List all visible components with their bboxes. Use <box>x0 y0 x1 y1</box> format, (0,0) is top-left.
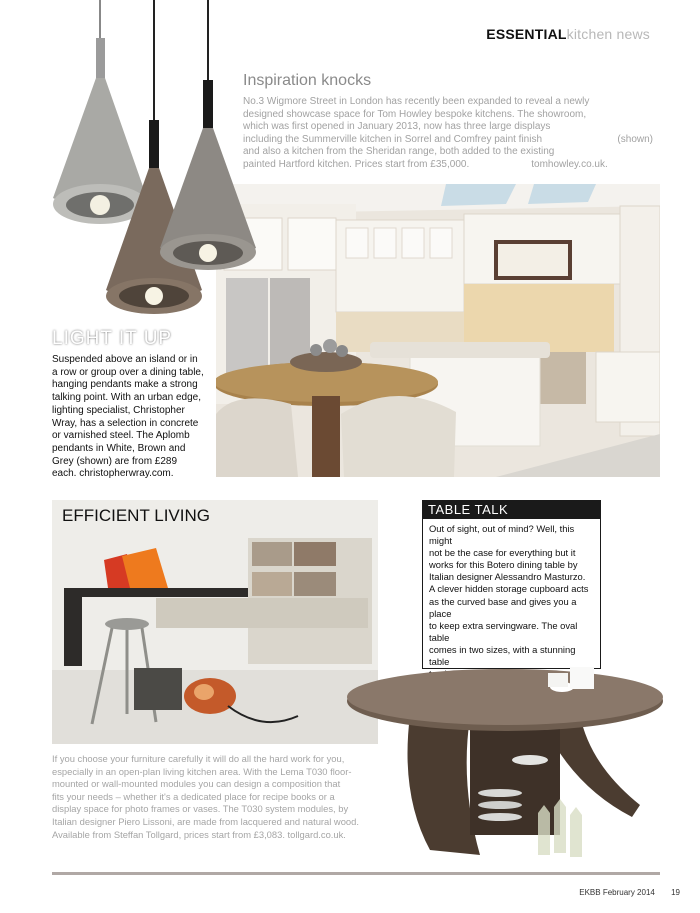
living-line: fits your needs – whether it's a dedicated place for recipe books or a <box>52 790 335 802</box>
page-folio <box>579 888 680 897</box>
pendant-lights-photo <box>50 0 260 320</box>
inspiration-title: Inspiration knocks <box>243 72 372 89</box>
table-talk-body <box>422 519 601 669</box>
kitchen-photo <box>216 184 660 477</box>
light-line: lighting specialist, Christopher <box>52 404 185 416</box>
inspiration-line: which was first opened in January 2013, now has three large displays <box>243 121 551 132</box>
inspiration-line: painted Hartford kitchen. Prices start from £35,000. tomhowley.co.uk. <box>243 158 608 170</box>
living-line: If you choose your furniture carefully it will do all the hard work for you, <box>52 753 345 764</box>
table-talk-line: Italian designer Alessandro Masturzo. <box>429 571 586 583</box>
table-talk-line: to keep extra servingware. The oval table <box>429 619 578 643</box>
light-line: Grey (shown) are from £289 <box>52 455 178 467</box>
section-header-strong: ESSENTIAL <box>486 26 567 42</box>
light-line: Wray, has a selection in concrete <box>52 417 199 429</box>
light-line: hanging pendants make a strong <box>52 379 198 391</box>
issue-label: EKBB February 2014 <box>579 888 655 897</box>
footer-rule <box>52 872 660 875</box>
inspiration-line: including the Summerville kitchen in Sorrel and Comfrey paint finish (shown) <box>243 133 653 145</box>
living-line: especially in an open-plan living kitchen area. With the Lema T030 floor- <box>52 765 352 777</box>
living-line: Italian designer Piero Lissoni, are made from lacquered and natural wood. <box>52 815 359 827</box>
light-it-up-body <box>52 354 212 481</box>
light-line: a row or group over a dining table, <box>52 366 204 378</box>
light-line: Suspended above an island or in <box>52 354 198 365</box>
light-line: pendants in White, Brown and <box>52 442 186 454</box>
table-photo <box>340 665 670 865</box>
living-line: display space for photo frames or vases. The T030 system modules, by <box>52 803 349 815</box>
section-header <box>486 26 650 42</box>
table-talk-line: comes in two sizes, with a stunning table <box>429 643 576 668</box>
table-talk-line: as the curved base and gives you a place <box>429 595 577 619</box>
light-it-up-title: LIGHT IT UP <box>52 328 173 349</box>
efficient-living-body <box>52 753 374 841</box>
inspiration-line: No.3 Wigmore Street in London has recently been expanded to reveal a newly <box>243 96 590 107</box>
inspiration-line: designed showcase space for Tom Howley bespoke kitchens. The showroom, <box>243 108 587 120</box>
living-room-photo <box>52 500 378 744</box>
light-line: or varnished steel. The Aplomb <box>52 430 190 442</box>
inspiration-line: and also a kitchen from the Sheridan range, both added to the existing <box>243 146 555 157</box>
table-talk-line: works for this Botero dining table by <box>429 559 578 571</box>
table-talk-line: Out of sight, out of mind? Well, this might <box>429 523 575 547</box>
efficient-living-title: EFFICIENT LIVING <box>62 506 210 525</box>
living-line: mounted or wall-mounted modules you can design a composition that <box>52 778 341 790</box>
light-line: talking point. With an urban edge, <box>52 392 201 404</box>
table-talk-line: A clever hidden storage cupboard acts <box>429 583 589 595</box>
page-number: 19 <box>671 888 680 897</box>
light-line: each. christopherwray.com. <box>52 468 174 480</box>
living-line: Available from Steffan Tollgard, prices start from £3,083. tollgard.co.uk. <box>52 828 346 840</box>
table-talk-title: TABLE TALK <box>422 500 601 519</box>
inspiration-body <box>243 96 653 171</box>
table-talk-line: not be the case for everything but it <box>429 547 576 559</box>
section-header-light: kitchen news <box>566 26 650 42</box>
